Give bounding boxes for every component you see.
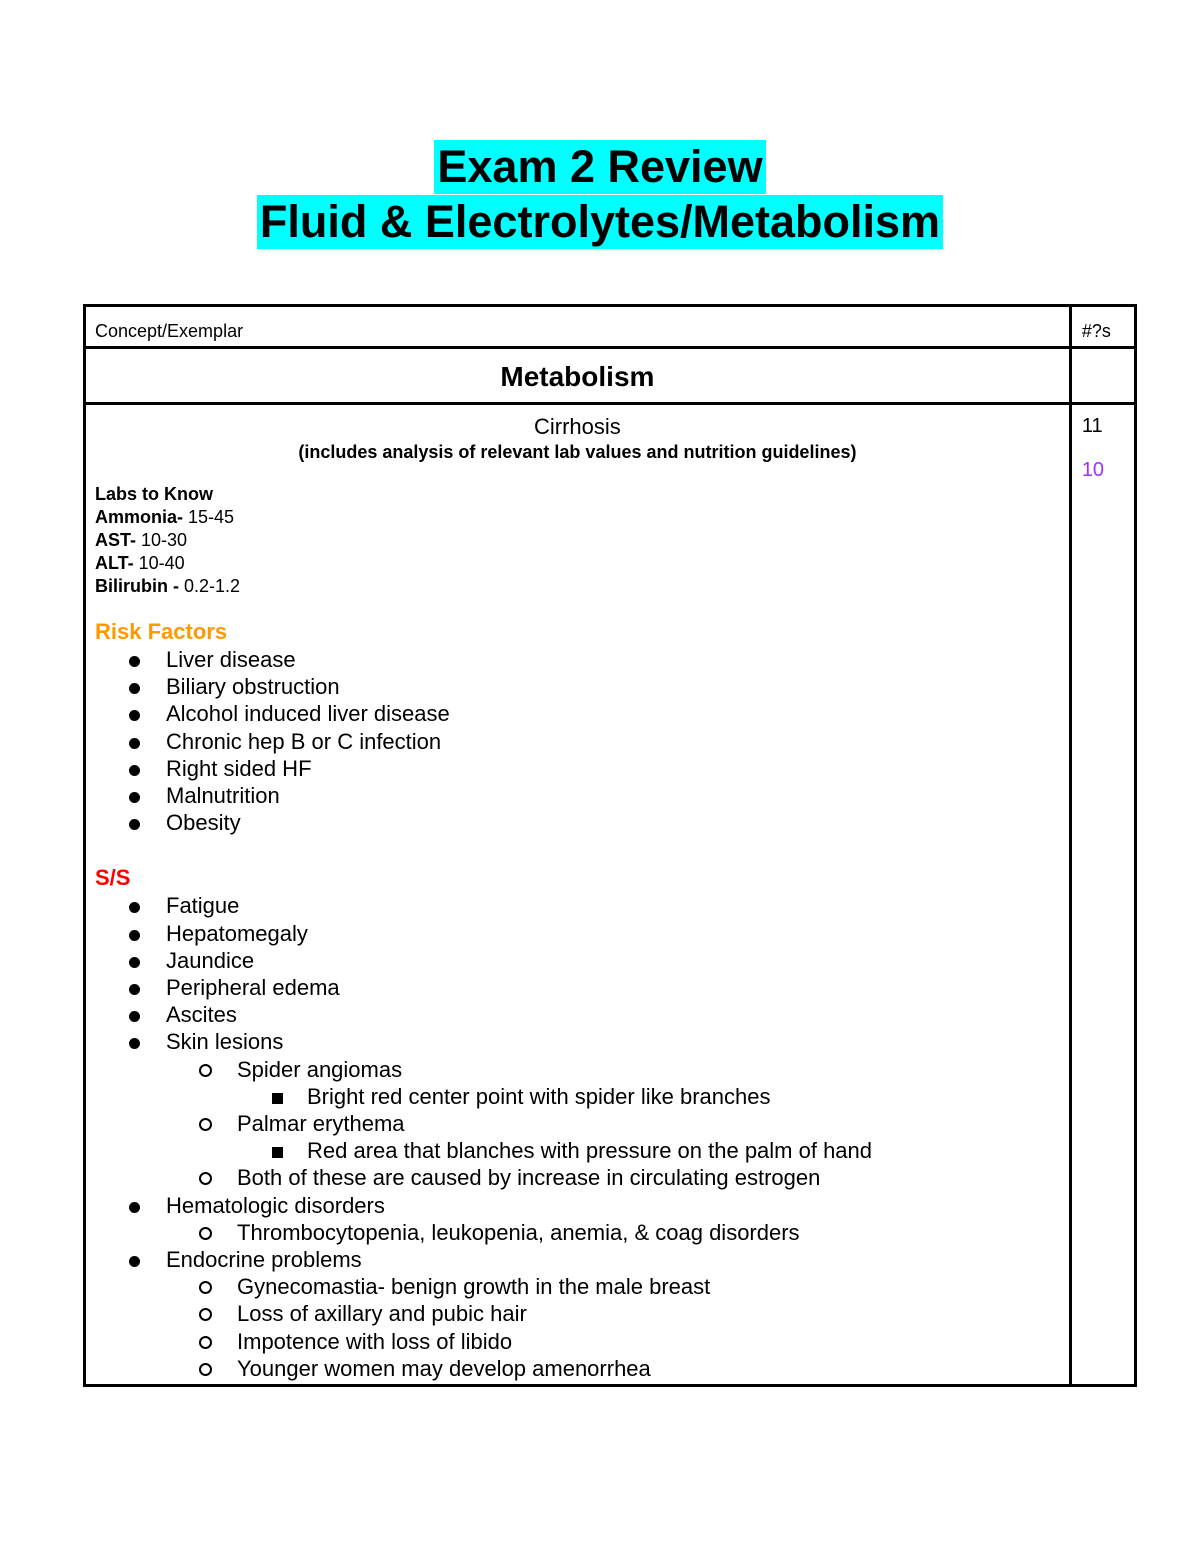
risk-factors-heading: Risk Factors — [95, 619, 228, 644]
topic-cell — [85, 404, 1071, 1386]
list-item: Alcohol induced liver disease — [95, 700, 1069, 727]
list-item: Red area that blanches with pressure on the palm of hand — [95, 1137, 1069, 1164]
list-item: Jaundice — [95, 947, 1069, 974]
list-item: Peripheral edema — [95, 974, 1069, 1001]
list-item: Liver disease — [95, 646, 1069, 673]
list-item: Gynecomastia- benign growth in the male breast — [95, 1273, 1069, 1300]
lab-alt: ALT- 10-40 — [95, 553, 185, 573]
concept-header: Concept/Exemplar — [85, 306, 1071, 348]
list-item: Both of these are caused by increase in circulating estrogen — [95, 1164, 1069, 1191]
lab-ast: AST- 10-30 — [95, 530, 188, 550]
list-item: Younger women may develop amenorrhea — [95, 1355, 1069, 1382]
list-item: Bright red center point with spider like branches — [95, 1083, 1069, 1110]
signs-symptoms-heading: S/S — [95, 865, 131, 891]
document-title — [0, 140, 1200, 250]
list-item: Loss of axillary and pubic hair — [95, 1300, 1069, 1327]
title-line-2: Fluid & Electrolytes/Metabolism — [257, 195, 943, 249]
count-header: #?s — [1070, 306, 1135, 348]
review-table — [83, 304, 1137, 1387]
signs-symptoms-list — [95, 892, 1069, 1382]
section-count-cell — [1070, 348, 1135, 404]
question-count-2: 10 — [1081, 459, 1105, 481]
list-item: Right sided HF — [95, 755, 1069, 782]
topic-subtitle: (includes analysis of relevant lab values and nutrition guidelines) — [298, 442, 857, 462]
labs-heading: Labs to Know — [95, 484, 213, 504]
topic-title: Cirrhosis — [534, 414, 621, 439]
section-row — [85, 348, 1136, 404]
list-item: Thrombocytopenia, leukopenia, anemia, & coag disorders — [95, 1219, 1069, 1246]
title-line-1: Exam 2 Review — [434, 140, 765, 194]
section-title: Metabolism — [85, 348, 1071, 404]
list-item: Palmar erythema — [95, 1110, 1069, 1137]
list-item: Ascites — [95, 1001, 1069, 1028]
lab-bilirubin: Bilirubin - 0.2-1.2 — [95, 576, 241, 596]
list-item: Malnutrition — [95, 782, 1069, 809]
lab-ammonia: Ammonia- 15-45 — [95, 507, 235, 527]
list-item: Fatigue — [95, 892, 1069, 919]
list-item: Chronic hep B or C infection — [95, 728, 1069, 755]
risk-factors-list — [95, 646, 1069, 836]
list-item: Hematologic disorders — [95, 1192, 1069, 1219]
question-count-1: 11 — [1081, 415, 1103, 437]
list-item: Endocrine problems — [95, 1246, 1069, 1273]
topic-row — [85, 404, 1136, 1386]
list-item: Hepatomegaly — [95, 920, 1069, 947]
list-item: Impotence with loss of libido — [95, 1328, 1069, 1355]
list-item: Spider angiomas — [95, 1056, 1069, 1083]
list-item: Skin lesions — [95, 1028, 1069, 1055]
topic-count-cell — [1070, 404, 1135, 1386]
list-item: Obesity — [95, 809, 1069, 836]
header-row — [85, 306, 1136, 348]
list-item: Biliary obstruction — [95, 673, 1069, 700]
